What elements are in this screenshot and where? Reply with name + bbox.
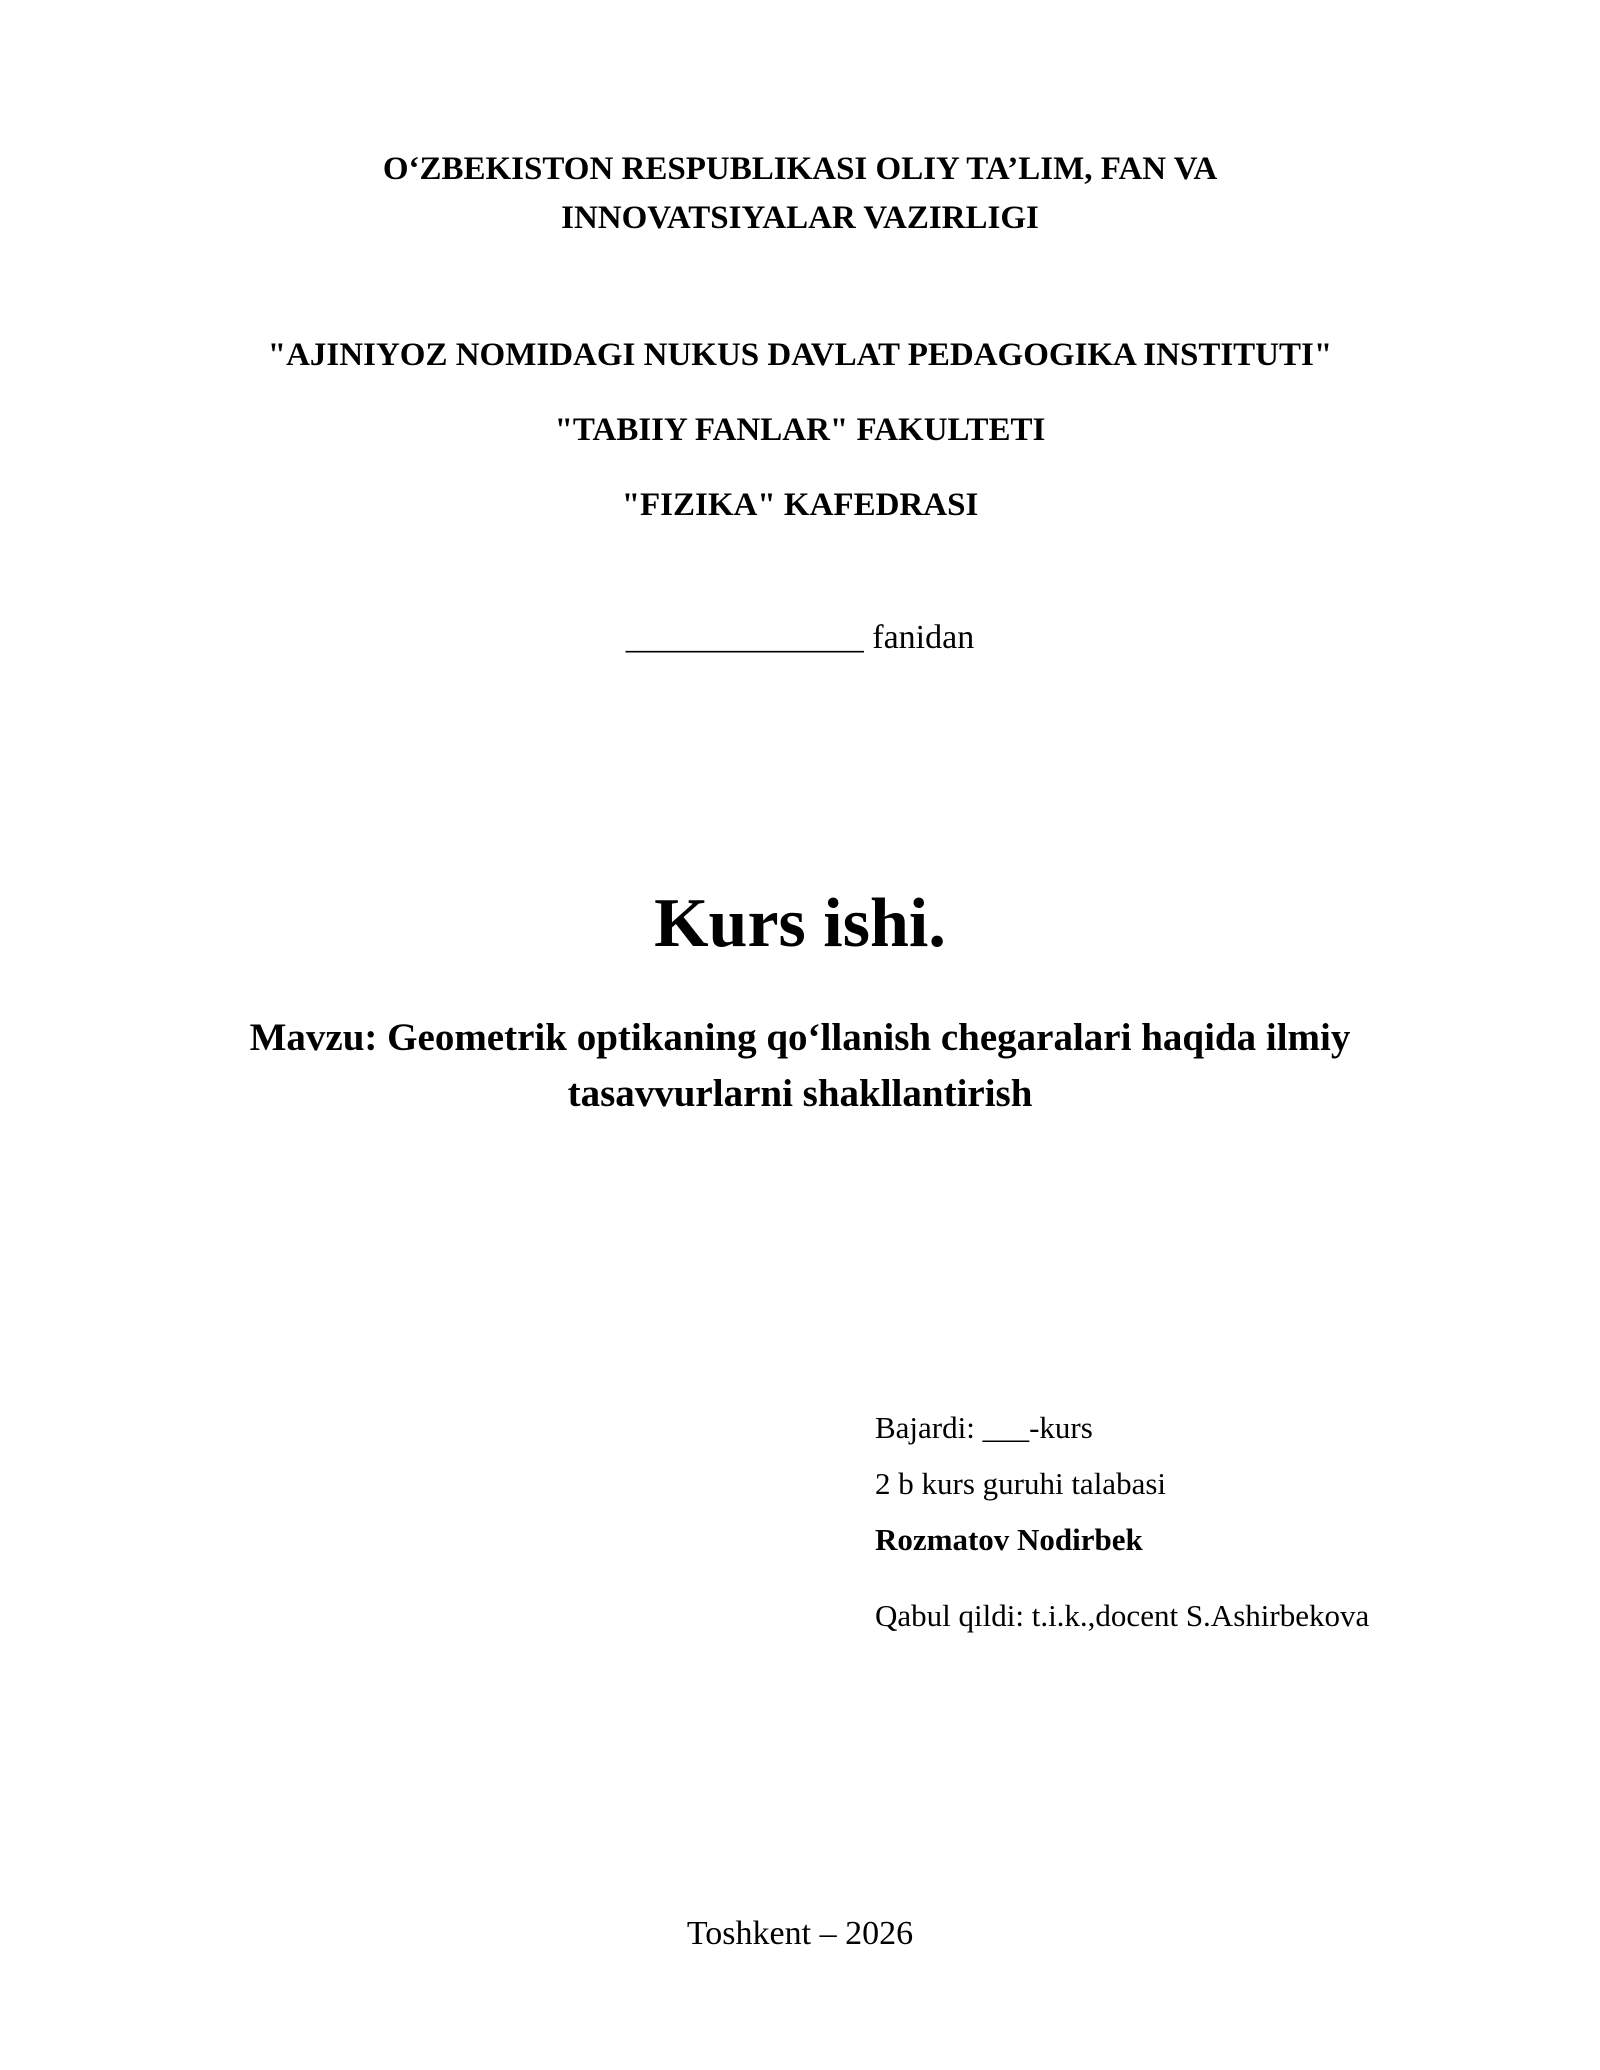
ministry-line-2: INNOVATSIYALAR VAZIRLIGI [561, 200, 1039, 236]
done-by: Bajardi: ___-kurs [875, 1410, 1093, 1445]
student-group: 2 b kurs guruhi talabasi [875, 1466, 1167, 1501]
student-name: Rozmatov Nodirbek [875, 1522, 1143, 1557]
accepted-by: Qabul qildi: t.i.k.,docent S.Ashirbekova [875, 1598, 1370, 1633]
institute-name: "AJINIYOZ NOMIDAGI NUKUS DAVLAT PEDAGOGIKA INSTITUTI" [267, 337, 1333, 373]
work-title: Kurs ishi. [654, 885, 946, 962]
subject-line: ______________ fanidan [625, 619, 975, 656]
topic-line-2: tasavvurlarni shakllantirish [567, 1072, 1033, 1115]
topic-line-1: Mavzu: Geometrik optikaning qo‘llanish chegaralari haqida ilmiy [249, 1016, 1351, 1059]
department-name: "FIZIKA" KAFEDRASI [621, 487, 979, 523]
city-year: Toshkent – 2026 [686, 1915, 914, 1952]
ministry-line-1: O‘ZBEKISTON RESPUBLIKASI OLIY TA’LIM, FAN VA [382, 151, 1218, 187]
faculty-name: "TABIIY FANLAR" FAKULTETI [554, 412, 1046, 448]
